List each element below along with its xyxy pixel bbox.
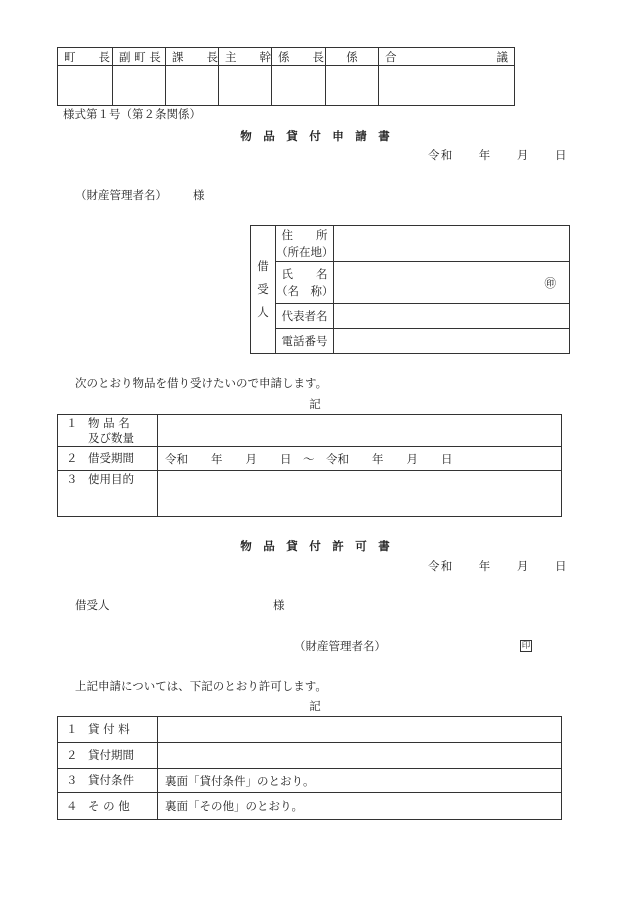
address-label: 住 所	[281, 227, 328, 242]
item-label: 貸 付 料	[88, 722, 130, 736]
item-number: １	[66, 722, 78, 736]
borrower-group-label: 借受人	[257, 259, 269, 319]
loan-conditions-field: 裏面「貸付条件」のとおり。	[158, 769, 562, 793]
permit-title: 物 品 貸 付 許 可 書	[240, 539, 390, 553]
item-number: ２	[66, 451, 78, 465]
representative-label: 代表者名	[276, 304, 334, 329]
approval-header-mayor: 町 長	[58, 48, 113, 66]
item-number: ３	[66, 472, 78, 486]
permit-note-heading: 記	[309, 699, 321, 713]
address-sublabel: （所在地）	[276, 244, 334, 259]
address-field	[334, 226, 570, 262]
seal-mark: ㊞	[544, 275, 556, 290]
approval-stamp-cell	[379, 66, 515, 106]
name-label: 氏 名	[281, 266, 328, 281]
permit-addressee: 借受人	[75, 598, 110, 612]
permit-issuer: （財産管理者名）	[294, 639, 386, 653]
item-label: 物 品 名	[88, 415, 130, 430]
application-statement: 次のとおり物品を借り受けたいので申請します。	[75, 376, 328, 390]
item-label-cell	[58, 793, 158, 820]
loan-period-field: 令和 年 月 日 ～ 令和 年 月 日	[158, 447, 562, 471]
name-field	[334, 262, 570, 304]
form-number: 様式第１号（第２条関係）	[63, 107, 201, 121]
approval-header-deputy-mayor: 副 町 長	[113, 48, 166, 66]
application-honorific: 様	[193, 188, 205, 202]
approval-header-senior-officer: 主 幹	[219, 48, 272, 66]
item-label-cell	[58, 717, 158, 743]
borrower-group-cell	[251, 226, 276, 354]
item-label: 貸付期間	[88, 748, 134, 762]
approval-stamp-cell	[166, 66, 219, 106]
item-label-cell	[58, 743, 158, 769]
item-value-field	[158, 415, 562, 447]
phone-label: 電話番号	[276, 329, 334, 354]
loan-period-field	[158, 743, 562, 769]
approval-header-staff: 係	[326, 48, 379, 66]
item-label: 借受期間	[88, 451, 134, 465]
item-number: ２	[66, 748, 78, 762]
address-label-cell	[276, 226, 334, 262]
permit-date: 令和 年 月 日	[428, 559, 568, 573]
item-label-cell	[58, 415, 158, 447]
application-addressee: （財産管理者名）	[75, 188, 167, 202]
approval-stamp-cell	[326, 66, 379, 106]
item-number: ３	[66, 773, 78, 787]
item-number: １	[66, 415, 78, 430]
item-label-cell	[58, 471, 158, 517]
item-label-cell	[58, 447, 158, 471]
application-note-heading: 記	[309, 397, 321, 411]
permit-statement: 上記申請については、下記のとおり許可します。	[75, 679, 327, 693]
loan-fee-field	[158, 717, 562, 743]
approval-stamp-cell	[113, 66, 166, 106]
phone-field	[334, 329, 570, 354]
item-label: 貸付条件	[88, 773, 134, 787]
application-items-table	[57, 414, 562, 517]
approval-stamp-cell	[58, 66, 113, 106]
application-date: 令和 年 月 日	[428, 148, 568, 162]
borrower-table	[250, 225, 570, 354]
approval-header-consultation: 合 議	[379, 48, 515, 66]
approval-stamp-cell	[219, 66, 272, 106]
permit-items-table	[57, 716, 562, 820]
item-label-line2: 及び数量	[88, 430, 134, 445]
item-label: そ の 他	[88, 798, 130, 813]
representative-field	[334, 304, 570, 329]
item-label-cell	[58, 769, 158, 793]
item-label: 使用目的	[88, 472, 134, 486]
approval-stamp-table	[57, 47, 515, 106]
purpose-field	[158, 471, 562, 517]
approval-header-section-chief: 課 長	[166, 48, 219, 66]
permit-honorific: 様	[273, 598, 285, 612]
name-label-cell	[276, 262, 334, 304]
official-seal-mark: 印	[521, 641, 531, 651]
name-sublabel: （名 称）	[276, 283, 334, 298]
approval-stamp-cell	[272, 66, 326, 106]
other-field: 裏面「その他」のとおり。	[158, 793, 562, 820]
approval-header-subsection-chief: 係 長	[272, 48, 326, 66]
item-number: ４	[66, 798, 78, 813]
application-title: 物 品 貸 付 申 請 書	[240, 129, 390, 143]
